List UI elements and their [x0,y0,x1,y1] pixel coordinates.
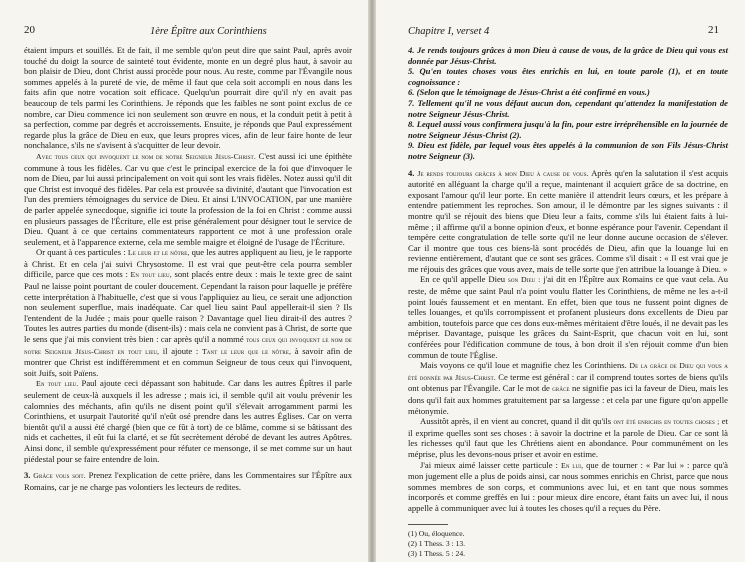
left-running-title: 1ère Épître aux Corinthiens [150,26,267,37]
footnote-rule [408,524,448,525]
footnote: (2) 1 Thess. 3 : 13. [408,538,466,548]
paragraph: Mais voyons ce qu'il loue et magnifie chez les Corinthiens. De la grâce de Dieu qui vous a été donnée par Jésus-Christ. Ce terme est général : car il comprend toutes sortes de biens qu'ils ont obtenus par l'Évangile. Car le mot de grâce ne signifie pas ici la faveur de Dieu, mais les dons qu'il fait aux hommes gratuitement par sa largesse : et cela par une figure qu'on appelle métonymie. [408,360,728,416]
scripture-verse: 9. Dieu est fidèle, par lequel vous êtes appelés à la communion de son Fils Jésus-Christ notre Seigneur (3). [408,140,728,161]
lemma: En lui, [560,460,584,470]
lemma: tous ceux qui invoquent le nom de notre Seigneur Jésus-Christ en tout lieu, [24,335,353,356]
paragraph: En tout lieu. Paul ajoute ceci dépassant son habitude. Car dans les autres Épîtres il parle seulement de ceux-là auxquels il les adresse ; mais ici, il semble qu'il ait voulu prévenir les calomnies des méchants, afin qu'ils ne disent point qu'il s'élevait arrogamment parmi les Corinthiens, et usurpait l'autorité qu'il n'eût osé prendre dans les autres Églises. Car on verra bientôt qu'il a aussi été chargé (bien que ce fût à tort) de ce blâme, comme si se bâtissant des nids et cachettes, il eût fui la clarté, et se fût secrètement dérobé de devant les autres Apôtres. Ainsi donc, il semble qu'expressément pour réfuter ce mensonge, il se met comme sur un haut piédestal pour se faire entendre de loin. [24,378,352,464]
paragraph: Avec tous ceux qui invoquent le nom de notre Seigneur Jésus-Christ. C'est aussi ici une épithète commune à tous les fidèles. Car vu que c'est le principal exercice de la foi que d'invoquer le nom de Dieu, par lui aussi principalement on voit qui sont les vrais fidèles. Notez aussi qu'il dit que Christ est invoqué des fidèles. Par cela est prouvée sa divinité, d'autant que l'invocation est l'un des premiers témoignages du service de Dieu. Et ainsi L'INVOCATION, par une manière de parler appelée synecdoque, signifie ici toute la profession de la foi en Christ : comme aussi en plusieurs passages de l'Écriture, elle est prise généralement pour désigner tout le service de Dieu. Quant à ce que certains commentateurs rapportent ce mot à une profession orale seulement, et à l'apparence externe, cela me semble maigre et éloigné de l'usage de l'Écriture. [24,150,352,247]
lemma: Je rends toujours grâces à mon Dieu à cause de vous. [417,168,589,178]
lemma: ont été enrichis en toutes choses ; [613,417,720,427]
scripture-verse: 4. Je rends toujours grâces à mon Dieu à cause de vous, de la grâce de Dieu qui vous est donnée par Jésus-Christ. [408,45,728,66]
lemma: Grâce vous soit. [33,471,86,481]
right-page-number: 21 [708,24,719,36]
right-page [376,0,745,562]
paragraph: Aussitôt après, il en vient au concret, quand il dit qu'ils ont été enrichis en toutes choses ; et il exprime quelles sont ses choses : à savoir la doctrine et la parole de Dieu. Car ce sont là les richesses qu'il faut que les Chrétiens aient en abondance. Pour communément on les méprise, plus les devons-nous priser et avoir en estime. [408,416,728,459]
lemma: Tant le leur que le nôtre, [201,346,292,356]
paragraph: En ce qu'il appelle Dieu son Dieu : j'ai dit en l'Épître aux Romains ce que vaut cela. Au reste, de même que saint Paul n'a point voulu flatter les Corinthiens, de même ne les a-t-il point loués faussement et en mentant. En effet, bien que tous ne fussent point dignes de telles louanges, et qu'ils corrompissent et profanent plusieurs dons excellents de Dieu par ambition, toutefois parce que ces dons eux-mêmes méritaient d'être loués, il ne devait pas les mépriser. Davantage, puisque les grâces du Saint-Esprit, que chacun voit en lui, sont conférées pour l'édification commune de tous, à bon droit il s'en réjouit comme d'un bien commun de toute l'Église. [408,274,728,360]
lemma: En tout lieu. [36,379,79,389]
paragraph: J'ai mieux aimé laisser cette particule : En lui, que de tourner : « Par lui » : parce qu'à mon jugement elle a plus de poids ainsi, car nous sommes enrichis en Christ, parce que nous sommes membres de son corps, et communions avec lui, et en tant que nous sommes incorporés et comme greffés en lui : pour mieux dire encore, étant faits un avec lui, il nous appelle à communiquer avec lui à toutes les choses qu'il a reçues du Père. [408,459,728,513]
scripture-verse: 8. Lequel aussi vous confirmera jusqu'à la fin, pour estre irrépréhensible en la journée de notre Seigneur Jésus-Christ (2). [408,119,728,140]
lemma: En tout lieu, [130,270,172,280]
lemma: son Dieu : [507,275,541,285]
lemma: Le leur et le nôtre, [127,248,190,258]
lemma: grâce [552,384,570,394]
footnote: (3) 1 Thess. 5 : 24. [408,548,466,558]
scripture-verse: 5. Qu'en toutes choses vous êtes enrichis en lui, en toute parole (1), et en toute cognoissance : [408,66,728,87]
paragraph: Or quant à ces particules : Le leur et le nôtre, que les autres appliquent au lieu, je le rapporte à Christ. Et en cela j'ai suivi Chrysostome. Il est vrai que peut-être cela pourra sembler difficile, parce que ces mots : En tout lieu, sont placés entre deux : mais le texte grec de saint Paul ne laisse point pourtant de couler doucement. Cependant la raison pour laquelle je préfère cette interprétation à l'habituelle, c'est que si vous l'appliquiez au lieu, ce serait une adjonction non seulement superflue, mais inadéquate. Car quel lieu saint Paul appellerait-il sien ? Ils l'entendent de la Judée ; mais pour quelle raison ? Davantage quel lieu dirait-il des autres ? Toutes les autres parties du monde (disent-ils) : mais cela ne convient pas à Christ, de sorte que le sens que j'ai mis convient très bien : car après qu'il a nommé tous ceux qui invoquent le nom de notre Seigneur Jésus-Christ en tout lieu, il ajoute : Tant le leur que le nôtre, à savoir afin de montrer que Christ est indifféremment et en commun Seigneur de tous ceux qui l'invoquent, soit Juifs, soit Païens. [24,247,353,378]
paragraph: étaient impurs et souillés. Et de fait, il me semble qu'on peut dire que saint Paul, après avoir touché du doigt la source de sainteté tout évidente, monte en un degré plus haut, à savoir au bon plaisir de Dieu, dont Christ aussi procède pour nous. Au reste, comme par l'Évangile nous sommes appelés à la pureté de vie, de même il faut que cela soit accompli en nous dans les faits afin que notre vocation soit efficace. Quelqu'un pourrait dire qu'il n'y en avait pas beaucoup de tels parmi les Corinthiens. Je réponds que les faibles ne sont point exclus de ce nombre, car Dieu commence ici non seulement son œuvre en nous, et la conduit petit à petit à sa perfection, comme par degrés et accroissements. Ensuite, je réponds que Paul expressément regarde plus la grâce de Dieu en eux, que leurs propres vices, afin de leur faire honte de leur nonchalance, s'ils ne s'avisent à s'acquitter de leur devoir. [24,45,352,151]
right-body [408,45,728,559]
left-body [24,45,352,492]
left-page-number: 20 [24,24,35,36]
verse-3-commentary: 3. Grâce vous soit. Prenez l'explication de cette prière, dans les Commentaires sur l'Épître aux Romains, car je ne charge pas volontiers les lecteurs de redites. [24,470,353,492]
paragraph: 4. Je rends toujours grâces à mon Dieu à cause de vous. Après qu'en la salutation il s'est acquis autorité en alléguant la charge qu'il a reçue, maintenant il acquiert grâce de sa doctrine, en exposant l'amour qu'il leur porte. En cette manière il attendrit leurs cœurs, et les prépare à entendre patiemment les reproches. Son amour, il le démontre par les signes suivants : il montre qu'il se réjouit des biens que Dieu leur a faits, comme s'ils lui étaient faits à lui-même ; il affirme qu'il a bonne opinion d'eux, et bonne espérance pour l'avenir. Cependant il tempère cette congratulation de telle sorte qu'il ne leur donne aucune occasion de s'élever. Car il montre que tous ces biens-là sont procédés de Dieu, afin que la louange lui en revienne entièrement, d'autant que ce sont ses grâces. Comme s'il disait : « Il est vrai que je me réjouis des grâces que vous avez, mais de telle sorte que j'en attribue la louange à Dieu. » [408,167,728,274]
book-gutter [368,0,376,562]
right-running-title: Chapitre I, verset 4 [408,26,490,37]
footnote: (1) Ou, éloquence. [408,528,465,538]
scripture-verse: 7. Tellement qu'il ne vous défaut aucun don, cependant qu'attendez la manifestation de notre Seigneur Jésus-Christ. [408,97,728,119]
lemma: De la grâce de Dieu qui vous a été donnée par Jésus-Christ. [408,361,728,382]
left-page [0,0,368,562]
lemma: Avec tous ceux qui invoquent le nom de notre Seigneur Jésus-Christ. [36,151,256,161]
scripture-verse: 6. (Selon que le témoignage de Jésus-Christ a été confirmé en vous.) [408,87,650,98]
